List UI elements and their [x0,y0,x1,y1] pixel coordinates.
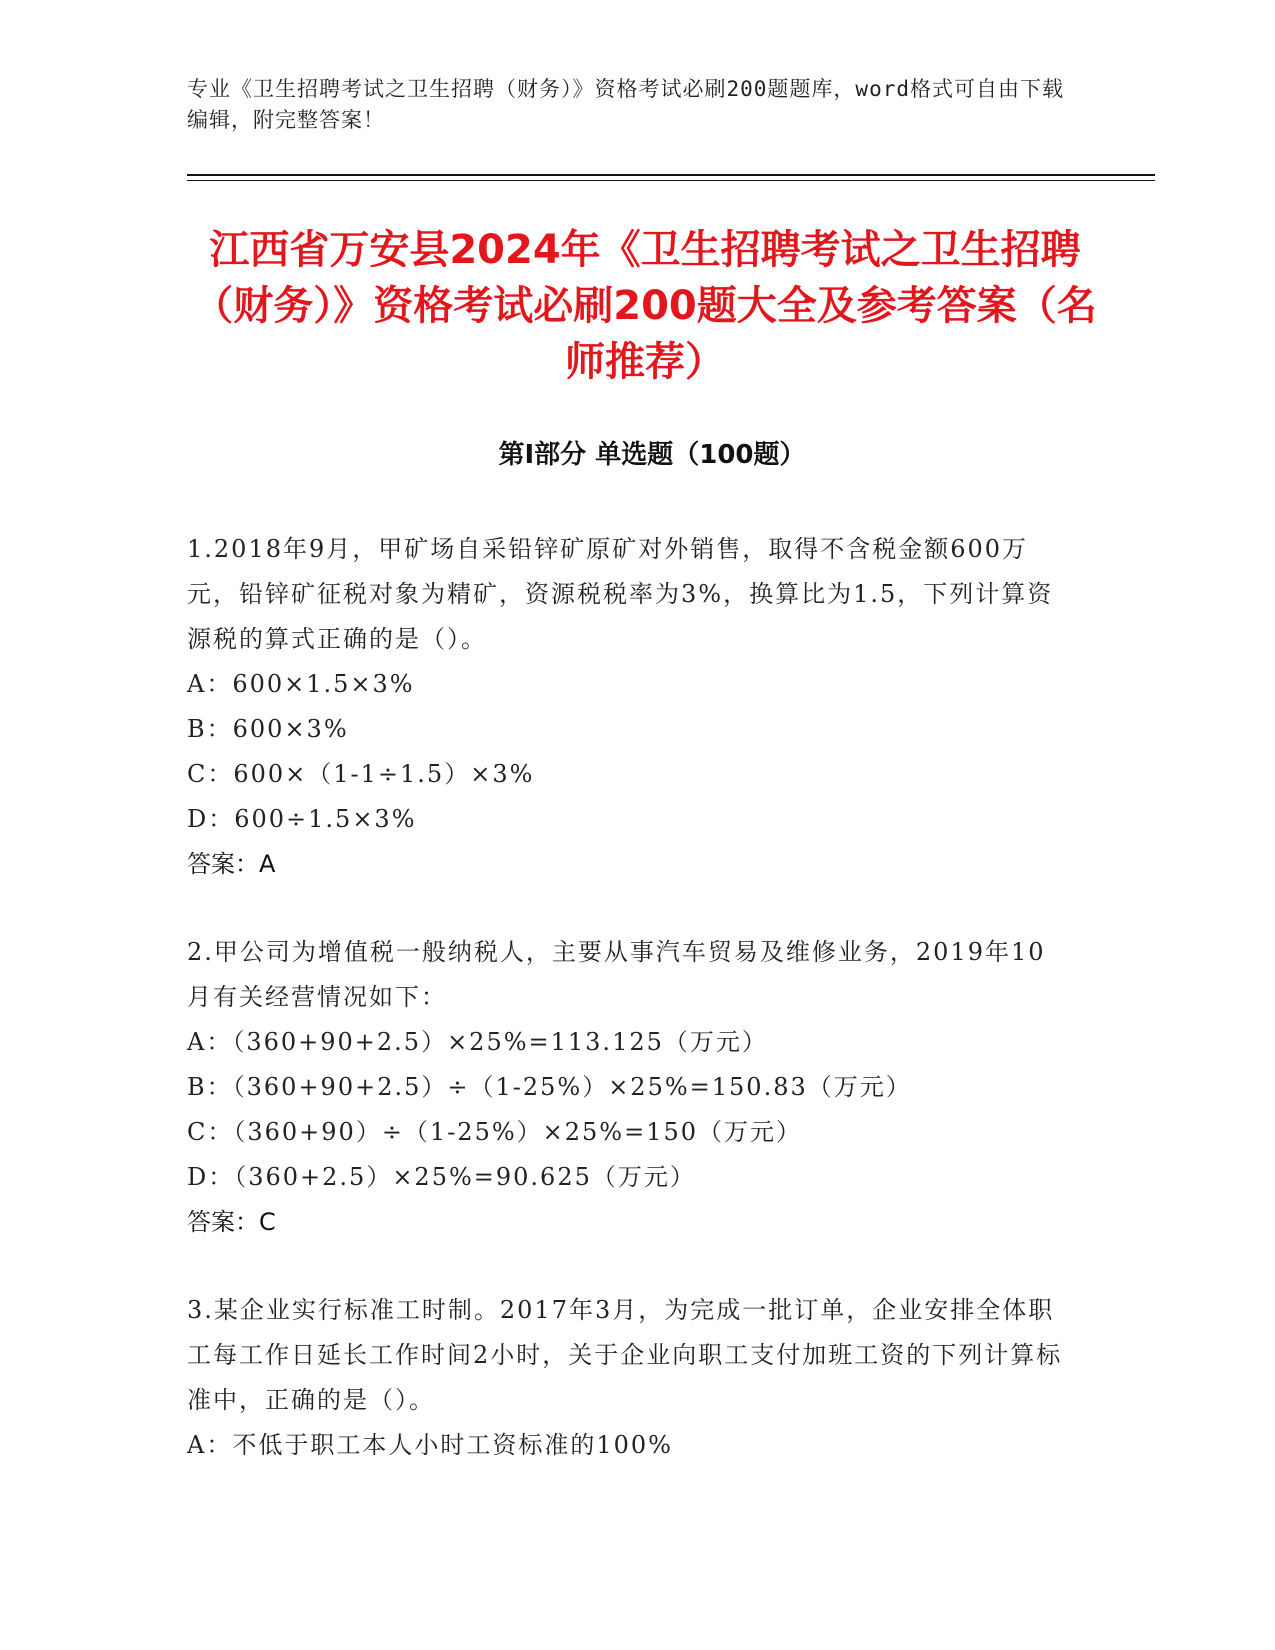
option-c: C：600×（1-1÷1.5）×3% [187,760,535,788]
question-stem: 3.某企业实行标准工时制。2017年3月，为完成一批订单，企业安排全体职工每工作日延长工作时间2小时，关于企业向职工支付加班工资的下列计算标准中，正确的是（）。 [187,1296,1063,1414]
section-heading: 第Ⅰ部分 单选题（100题） [498,440,806,470]
document-title: 江西省万安县2024年《卫生招聘考试之卫生招聘（财务）》资格考试必刷200题大全及参考答案（名师推荐） [193,227,1097,385]
option-b: B：（360+90+2.5）÷（1-25%）×25%=150.83（万元） [187,1073,912,1101]
question-spacer [187,887,1067,930]
option-b: B：600×3% [187,715,349,743]
header-note: 专业《卫生招聘考试之卫生招聘（财务）》资格考试必刷200题题库，word格式可自由下载编辑，附完整答案！ [187,77,1064,132]
header-rule-thin [187,180,1155,181]
option-a: A：600×1.5×3% [187,670,415,698]
question-3 [187,1288,1067,1468]
option-d: D：（360+2.5）×25%=90.625（万元） [187,1163,696,1191]
question-2 [187,930,1067,1245]
answer: 答案：C [187,1208,276,1236]
option-d: D：600÷1.5×3% [187,805,417,833]
option-a: A：（360+90+2.5）×25%=113.125（万元） [187,1028,768,1056]
header-rule-thick [187,174,1155,176]
question-1 [187,527,1067,887]
answer: 答案：A [187,850,276,878]
option-c: C：（360+90）÷（1-25%）×25%=150（万元） [187,1118,803,1146]
question-list [187,527,1067,1468]
question-spacer [187,1245,1067,1288]
option-a: A：不低于职工本人小时工资标准的100% [187,1431,673,1459]
question-stem: 1.2018年9月，甲矿场自采铅锌矿原矿对外销售，取得不含税金额600万元，铅锌矿征税对象为精矿，资源税税率为3%，换算比为1.5，下列计算资源税的算式正确的是（）。 [187,535,1054,653]
question-stem: 2.甲公司为增值税一般纳税人，主要从事汽车贸易及维修业务，2019年10月有关经营情况如下： [187,938,1046,1011]
